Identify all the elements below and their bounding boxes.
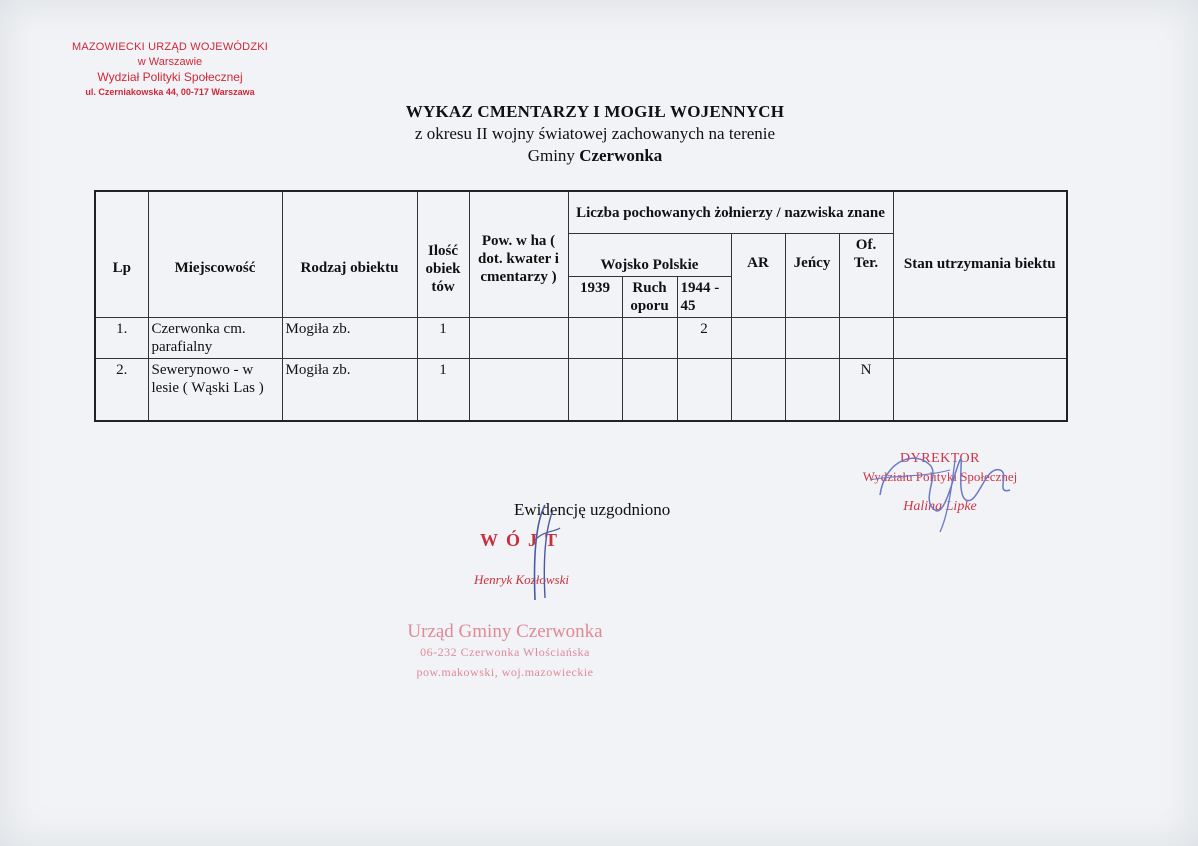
urzad-line-3: pow.makowski, woj.mazowieckie xyxy=(416,665,594,679)
cell-stan xyxy=(893,359,1067,421)
cell-1944: 2 xyxy=(677,318,731,359)
cell-1944 xyxy=(677,359,731,421)
cell-ar xyxy=(731,359,785,421)
cell-of-ter: N xyxy=(839,359,893,421)
col-wojsko-polskie: Wojsko Polskie xyxy=(568,234,731,277)
stamp-line-3: Wydział Polityki Społecznej xyxy=(97,70,243,84)
col-lp: Lp xyxy=(95,191,148,318)
cell-of-ter xyxy=(839,318,893,359)
document-title: WYKAZ CMENTARZY I MOGIŁ WOJENNYCH xyxy=(405,102,785,121)
cell-ruch-oporu xyxy=(622,359,677,421)
col-liczba: Liczba pochowanych żołnierzy / nazwiska znane xyxy=(568,191,893,234)
col-ilosc: Ilość obiek tów xyxy=(417,191,469,318)
cell-stan xyxy=(893,318,1067,359)
urzad-line-1: Urząd Gminy Czerwonka xyxy=(407,621,603,642)
director-title: DYREKTOR xyxy=(900,451,980,466)
wojt-name: Henryk Kozłowski xyxy=(474,572,569,587)
cell-rodzaj: Mogiła zb. xyxy=(282,318,417,359)
cell-ilosc: 1 xyxy=(417,359,469,421)
cell-jency xyxy=(785,318,839,359)
cell-miejscowosc: Czerwonka cm. parafialny xyxy=(148,318,282,359)
col-ar: AR xyxy=(731,234,785,318)
cell-pow xyxy=(469,318,568,359)
table-row xyxy=(95,318,1067,359)
cell-pow xyxy=(469,359,568,421)
cell-ilosc: 1 xyxy=(417,318,469,359)
cell-miejscowosc: Sewerynowo - w lesie ( Wąski Las ) xyxy=(148,359,282,421)
cell-ar xyxy=(731,318,785,359)
wojt-signature xyxy=(515,500,575,605)
col-miejscowosc: Miejscowość xyxy=(148,191,282,318)
col-1939: 1939 xyxy=(568,277,622,318)
col-stan: Stan utrzymania biektu xyxy=(893,191,1067,318)
director-name: Halina Lipke xyxy=(903,499,977,514)
header-row-1 xyxy=(95,191,1067,234)
voivodeship-stamp xyxy=(70,40,270,100)
col-pow: Pow. w ha ( dot. kwater i cmentarzy ) xyxy=(469,191,568,318)
cemetery-table xyxy=(94,190,1068,422)
col-jency: Jeńcy xyxy=(785,234,839,318)
cell-ruch-oporu xyxy=(622,318,677,359)
director-signature xyxy=(860,440,1030,535)
cell-lp: 1. xyxy=(95,318,148,359)
document-subtitle: z okresu II wojny światowej zachowanych na terenie xyxy=(414,124,776,143)
col-rodzaj: Rodzaj obiektu xyxy=(282,191,417,318)
col-of-ter: Of. Ter. xyxy=(839,234,893,318)
cell-1939 xyxy=(568,318,622,359)
document-header xyxy=(300,100,890,166)
stamp-line-4: ul. Czerniakowska 44, 00-717 Warszawa xyxy=(85,87,255,97)
stamp-line-1: MAZOWIECKI URZĄD WOJEWÓDZKI xyxy=(71,41,269,53)
municipal-office-stamp xyxy=(380,622,630,682)
director-department: Wydziału Polityki Społecznej xyxy=(862,469,1018,484)
agreed-text: Ewidencję uzgodniono xyxy=(514,500,671,519)
cell-lp: 2. xyxy=(95,359,148,421)
gmina-line xyxy=(300,146,890,166)
cell-rodzaj: Mogiła zb. xyxy=(282,359,417,421)
urzad-line-2: 06-232 Czerwonka Włościańska xyxy=(420,645,590,659)
cell-jency xyxy=(785,359,839,421)
col-1944: 1944 - 45 xyxy=(677,277,731,318)
cell-1939 xyxy=(568,359,622,421)
gmina-prefix: Gminy xyxy=(527,146,575,165)
table-row xyxy=(95,359,1067,421)
stamp-line-2: w Warszawie xyxy=(137,56,203,68)
col-ruch-oporu: Ruch oporu xyxy=(622,277,677,318)
wojt-title: WÓJT xyxy=(480,530,566,550)
gmina-name: Czerwonka xyxy=(579,146,663,165)
